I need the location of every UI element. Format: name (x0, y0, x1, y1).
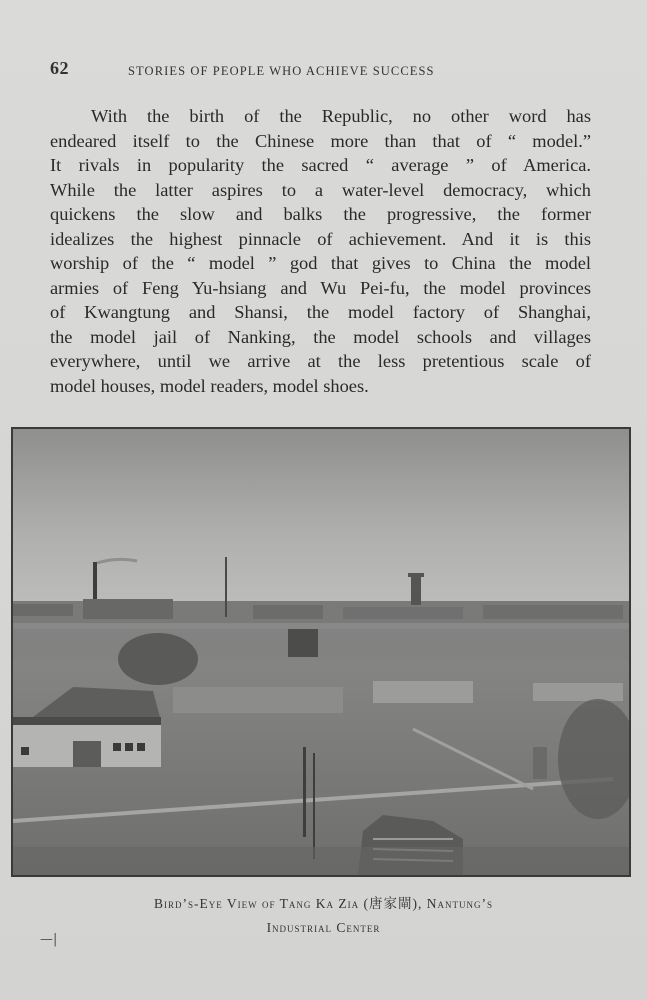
page-number: 62 (50, 58, 69, 78)
photo-illustration (13, 429, 629, 875)
caption-line: Industrial Center (266, 920, 381, 935)
distant-building (343, 607, 463, 619)
body-paragraph (50, 104, 591, 398)
figure-caption (0, 892, 647, 940)
house-door (73, 741, 101, 767)
house-window (137, 743, 145, 751)
long-roof (533, 683, 623, 701)
distant-building (13, 604, 73, 616)
text-line: everywhere, until we arrive at the less pretentious scale of (50, 351, 591, 371)
text-line: worship of the “ model ” god that gives to China the model (50, 253, 591, 273)
running-title: STORIES OF PEOPLE WHO ACHIEVE SUCCESS (128, 64, 435, 78)
text-line: the model jail of Nanking, the model schools and villages (50, 326, 591, 347)
house-window (113, 743, 121, 751)
tower (411, 575, 421, 605)
tower-top (408, 573, 424, 577)
dark-building (288, 629, 318, 657)
foreground-pole (313, 753, 315, 859)
text-line: quickens the slow and balks the progressive, the former (50, 204, 591, 224)
text-line: armies of Feng Yu-hsiang and Wu Pei-fu, the model provinces (50, 277, 591, 298)
foreground-grass (13, 847, 629, 875)
tree (118, 633, 198, 685)
caption-line: Bird’s-Eye View of Tang Ka Zia (唐家閘), Nantung’s (154, 896, 493, 911)
text-line: While the latter aspires to a water-level democracy, which (50, 179, 591, 200)
distant-building (83, 599, 173, 619)
house-eave (13, 717, 161, 725)
text-line: endeared itself to the Chinese more than that of “ model.” (50, 130, 591, 151)
text-line: model houses, model readers, model shoes. (50, 375, 369, 396)
midground (13, 629, 629, 659)
small-structure (533, 747, 547, 779)
text-line: idealizes the highest pinnacle of achievement. And it is this (50, 228, 591, 249)
house-window (21, 747, 29, 755)
house-window (125, 743, 133, 751)
long-roof (373, 681, 473, 703)
foreground-pole (303, 747, 306, 837)
distant-building (253, 605, 323, 619)
margin-mark: —| (40, 932, 58, 947)
text-line: It rivals in popularity the sacred “ average ” of America. (50, 155, 591, 175)
pole (225, 557, 227, 617)
landscape-photograph (11, 427, 631, 877)
distant-building (483, 605, 623, 619)
text-line: With the birth of the Republic, no other word has (91, 106, 591, 126)
sky (13, 429, 629, 609)
long-shed (173, 687, 343, 713)
text-line: of Kwangtung and Shansi, the model factory of Shanghai, (50, 302, 591, 322)
chimney (93, 562, 97, 602)
